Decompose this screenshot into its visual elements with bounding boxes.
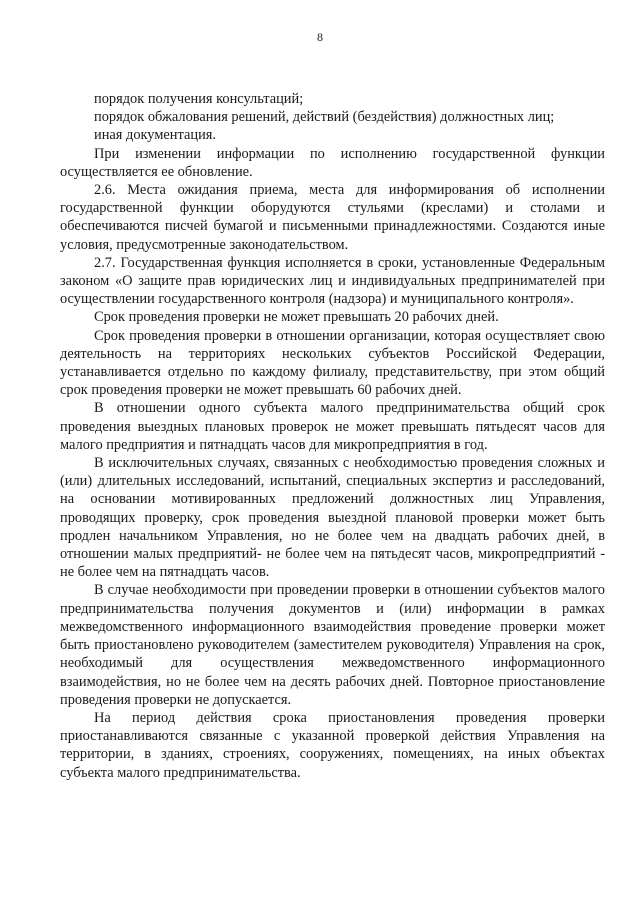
paragraph-section-2-7: 2.7. Государственная функция исполняется в сроки, установленные Федеральным законом «О защите прав юридических лиц и индивидуальных предпринимателей при осуществлении государственного контроля (надзора) и муниципального контроля». — [60, 254, 605, 308]
list-item-other-docs: иная документация. — [94, 127, 216, 144]
paragraph-extension: В исключительных случаях, связанных с необходимостью проведения сложных и (или) длительных исследований, испытаний, специальных экспертиз и расследований, на основании мотивированных предложений должностных лиц Управления, проводящих проверку, срок проведения выездной плановой проверки может быть продлен начальником Управления, но не более чем на двадцать рабочих дней, в отношении малых предприятий- не более чем на пятьдесят часов, микропредприятий - не более чем на пятнадцать часов. — [60, 455, 605, 581]
paragraph-section-2-6: 2.6. Места ожидания приема, места для информирования об исполнении государственной функции оборудуются стульями (креслами) и столами и обеспечиваются писчей бумагой и письменными принадлежностями. Создаются иные условия, предусмотренные законодательством. — [60, 182, 605, 253]
paragraph-small-business-term: В отношении одного субъекта малого предпринимательства общий срок проведения выездных плановых проверок не может превышать пятьдесят часов для малого предприятия и пятнадцать часов для микропредприятия в год. — [60, 400, 605, 453]
paragraph-info-update: При изменении информации по исполнению государственной функции осуществляется ее обновление. — [60, 145, 605, 180]
paragraph-suspension-period: На период действия срока приостановления проведения проверки приостанавливаются связанные с указанной проверкой действия Управления на территории, в зданиях, строениях, сооружениях, помещениях, на иных объектах субъекта малого предпринимательства. — [60, 709, 605, 781]
paragraph-multi-region-term: Срок проведения проверки в отношении организации, которая осуществляет свою деятельность на территориях нескольких субъектов Российской Федерации, устанавливается отдельно по каждому филиалу, представительству, при этом общий срок проведения проверки не может превышать 60 рабочих дней. — [60, 327, 605, 399]
paragraph-inspection-term: Срок проведения проверки не может превышать 20 рабочих дней. — [94, 309, 499, 326]
list-item-appeal-procedure: порядок обжалования решений, действий (бездействия) должностных лиц; — [94, 109, 555, 126]
list-item-consultations: порядок получения консультаций; — [94, 91, 304, 107]
paragraph-suspension: В случае необходимости при проведении проверки в отношении субъектов малого предпринимательства получения документов и (или) информации в рамках межведомственного информационного взаимодействия проведение проверки может быть приостановлено руководителем (заместителем руководителя) Управления на срок, необходимый для осуществления межведомственного информационного взаимодействия, но не более чем на десять рабочих дней. Повторное приостановление проведения проверки не допускается. — [60, 582, 605, 708]
document-body — [60, 90, 605, 782]
page-number: 8 — [317, 30, 323, 44]
